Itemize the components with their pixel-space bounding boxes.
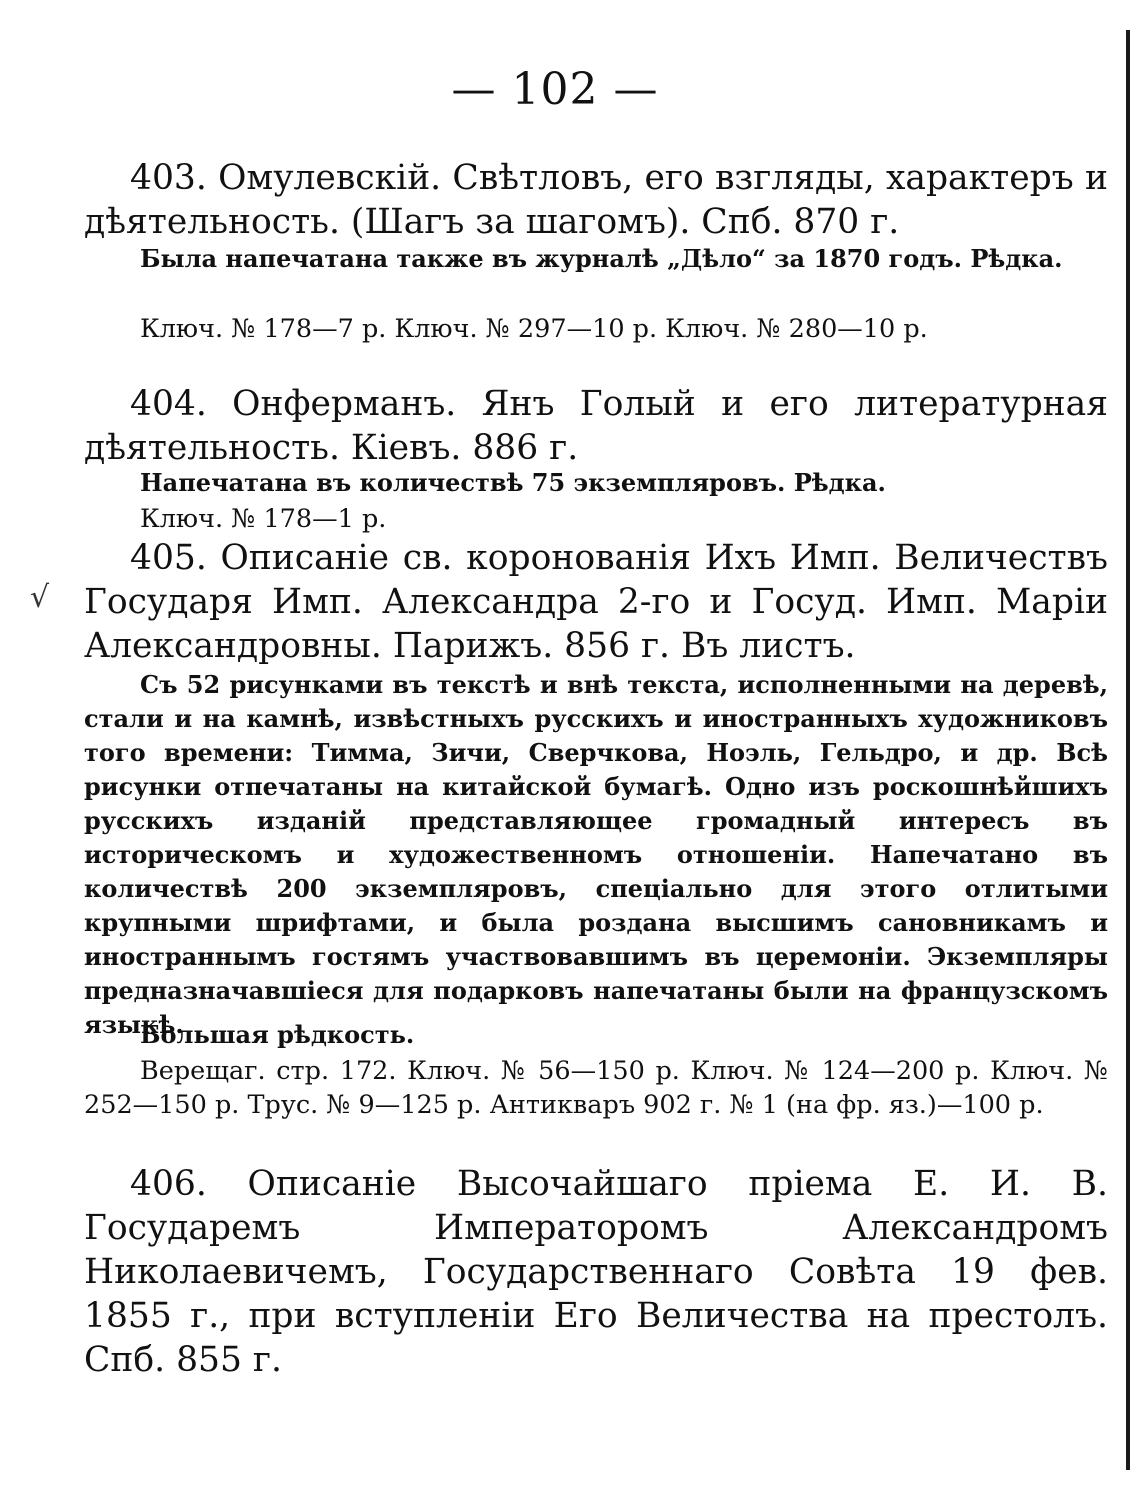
margin-checkmark: √ — [30, 580, 50, 615]
entry-404-refs: Ключ. № 178—1 р. — [140, 504, 387, 534]
entry-405-note-rarity: Большая рѣдкость. — [140, 1020, 415, 1049]
entry-405-note: Съ 52 рисунками въ текстѣ и внѣ текста, исполненными на деревѣ, стали и на камнѣ, извѣстныхъ русскихъ и иностранныхъ художниковъ того времени: Тимма, Зичи, Сверчкова, Ноэль, Гельдро, и др. Всѣ рисунки отпечатаны на китайской бумагѣ. Одно изъ роскошнѣйшихъ русскихъ изданiй представляющее громадный интересъ въ историческомъ и художественномъ отношенiи. Напечатано въ количествѣ 200 экземпляровъ, спецiально для этого отлитыми крупными шрифтами, и была роздана высшимъ сановникамъ и иностраннымъ гостямъ участвовавшимъ въ церемонiи. Экземпляры предназначавшiеся для подарковъ напечатаны были на французскомъ языкѣ. — [84, 670, 1108, 1039]
entry-405-title: 405. Описанiе св. коронованiя Ихъ Имп. Величествъ Государя Имп. Александра 2-го и Госуд. Имп. Марiи Александровны. Парижъ. 856 г. Въ листъ. — [84, 538, 1108, 666]
entry-403-refs: Ключ. № 178—7 р. Ключ. № 297—10 р. Ключ. № 280—10 р. — [140, 314, 928, 344]
page-number: — 102 — — [451, 64, 659, 115]
entry-406-title: 406. Описанiе Высочайшаго прiема Е. И. В. Государемъ Императоромъ Александромъ Николаевичемъ, Государственнаго Совѣта 19 фев. 1855 г., при вступленiи Его Величества на престолъ. Спб. 855 г. — [84, 1164, 1108, 1380]
entry-404-note: Напечатана въ количествѣ 75 экземпляровъ. Рѣдка. — [140, 468, 886, 497]
entry-403-title: 403. Омулевскiй. Свѣтловъ, его взгляды, характеръ и дѣятельность. (Шагъ за шагомъ). Спб. 870 г. — [84, 158, 1108, 242]
entry-403-note: Была напечатана также въ журналѣ „Дѣло“ за 1870 годъ. Рѣдка. — [140, 244, 1063, 273]
entry-405-refs: Верещаг. стр. 172. Ключ. № 56—150 р. Ключ. № 124—200 р. Ключ. № 252—150 р. Трус. № 9—125 р. Антикваръ 902 г. № 1 (на фр. яз.)—100 р. — [84, 1056, 1108, 1120]
entry-404-title: 404. Онферманъ. Янъ Голый и его литературная дѣятельность. Кiевъ. 886 г. — [84, 384, 1108, 468]
page-edge-line — [1126, 30, 1130, 1470]
